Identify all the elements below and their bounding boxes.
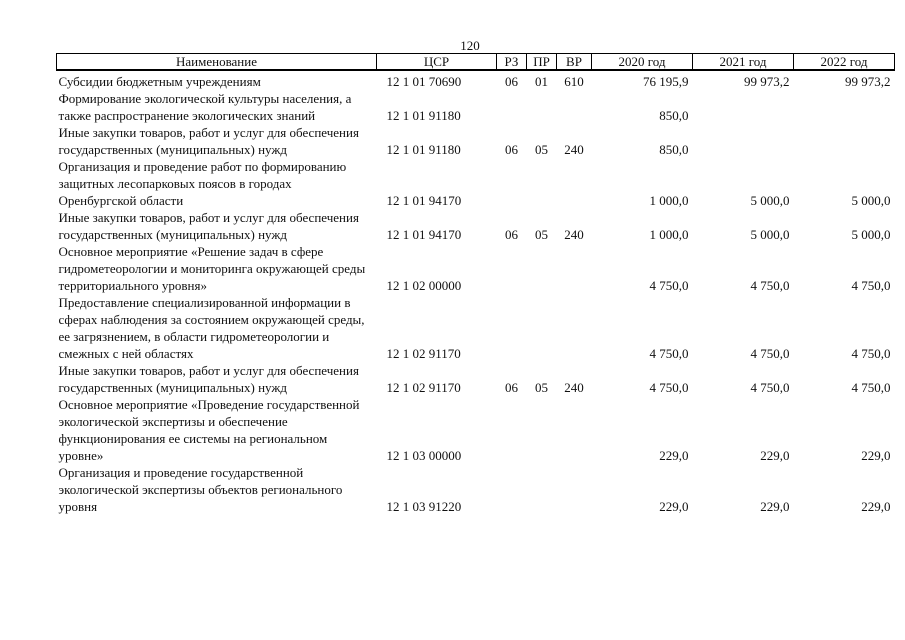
header-vr: ВР: [557, 54, 592, 71]
row-2022: 99 973,2: [845, 74, 891, 89]
row-rz: [497, 158, 527, 209]
row-vr: [557, 464, 592, 515]
row-name: Организация и проведение работ по формированию защитных лесопарковых поясов в городах Оренбургской области: [58, 159, 347, 208]
row-vr: [557, 396, 592, 464]
header-2020: 2020 год: [592, 54, 693, 71]
row-pr: [527, 464, 557, 515]
header-csr: ЦСР: [377, 54, 497, 71]
row-vr: 240: [564, 227, 584, 242]
header-pr: ПР: [527, 54, 557, 71]
row-rz: [497, 90, 527, 124]
row-2021: [693, 90, 794, 124]
row-csr: 12 1 01 94170: [386, 193, 462, 208]
row-2021: 229,0: [760, 499, 790, 514]
row-vr: [557, 90, 592, 124]
row-name: Иные закупки товаров, работ и услуг для обеспечения государственных (муниципальных) нужд: [58, 210, 359, 242]
row-2021: 4 750,0: [750, 278, 790, 293]
table-row: [57, 158, 895, 209]
row-pr: [527, 243, 557, 294]
row-2021: [693, 124, 794, 158]
row-2022: [794, 90, 895, 124]
header-2021: 2021 год: [693, 54, 794, 71]
row-vr: [557, 243, 592, 294]
row-pr: 05: [535, 380, 548, 395]
row-name: Иные закупки товаров, работ и услуг для обеспечения государственных (муниципальных) нужд: [58, 125, 359, 157]
row-csr: 12 1 03 91220: [386, 499, 462, 514]
row-2020: 229,0: [659, 448, 689, 463]
header-name: Наименование: [57, 54, 377, 71]
row-pr: [527, 294, 557, 362]
row-pr: [527, 158, 557, 209]
header-2022: 2022 год: [794, 54, 895, 71]
row-2021: 229,0: [760, 448, 790, 463]
row-rz: 06: [505, 142, 518, 157]
table-row: [57, 362, 895, 396]
header-row: [57, 54, 895, 71]
table-row: [57, 209, 895, 243]
row-vr: 240: [564, 380, 584, 395]
row-rz: 06: [505, 227, 518, 242]
table-row: [57, 124, 895, 158]
row-2022: 4 750,0: [851, 346, 891, 361]
row-2021: 4 750,0: [750, 346, 790, 361]
row-name: Формирование экологической культуры населения, а также распространение экологических знаний: [58, 91, 352, 123]
row-vr: 240: [564, 142, 584, 157]
table-row: [57, 70, 895, 90]
row-2020: 850,0: [659, 142, 689, 157]
row-2021: 5 000,0: [750, 227, 790, 242]
row-pr: [527, 396, 557, 464]
row-csr: 12 1 01 94170: [386, 227, 462, 242]
row-2022: 229,0: [861, 499, 891, 514]
row-csr: 12 1 01 91180: [386, 142, 461, 157]
row-name: Субсидии бюджетным учреждениям: [58, 74, 261, 89]
row-csr: 12 1 01 70690: [386, 74, 462, 89]
row-rz: [497, 294, 527, 362]
row-name: Иные закупки товаров, работ и услуг для обеспечения государственных (муниципальных) нужд: [58, 363, 359, 395]
row-vr: [557, 294, 592, 362]
row-2022: 5 000,0: [851, 193, 891, 208]
row-pr: [527, 90, 557, 124]
row-csr: 12 1 02 91170: [386, 380, 461, 395]
table-row: [57, 464, 895, 515]
row-2022: 4 750,0: [851, 278, 891, 293]
table-row: [57, 396, 895, 464]
header-rz: РЗ: [497, 54, 527, 71]
page-number: 120: [460, 38, 480, 53]
row-2021: 99 973,2: [744, 74, 790, 89]
row-rz: 06: [505, 74, 518, 89]
row-2020: 1 000,0: [649, 227, 689, 242]
row-2020: 229,0: [659, 499, 689, 514]
row-name: Основное мероприятие «Решение задач в сфере гидрометеорологии и мониторинга окружающей среды территориального уровня»: [58, 244, 366, 293]
row-pr: 05: [535, 227, 548, 242]
row-vr: 610: [564, 74, 584, 89]
row-2020: 4 750,0: [649, 278, 689, 293]
row-rz: [497, 243, 527, 294]
row-2022: [794, 124, 895, 158]
row-2022: 229,0: [861, 448, 891, 463]
row-name: Предоставление специализированной информации в сферах наблюдения за состоянием окружающей среды, ее загрязнением, в области гидрометеорологии и смежных с ней областях: [58, 295, 365, 361]
row-rz: [497, 396, 527, 464]
table-row: [57, 243, 895, 294]
row-2021: 4 750,0: [750, 380, 790, 395]
table-row: [57, 90, 895, 124]
row-vr: [557, 158, 592, 209]
row-2022: 5 000,0: [851, 227, 891, 242]
row-pr: 01: [535, 74, 548, 89]
row-2020: 1 000,0: [649, 193, 689, 208]
row-2021: 5 000,0: [750, 193, 790, 208]
row-name: Организация и проведение государственной экологической экспертизы объектов регионального уровня: [58, 465, 343, 514]
row-csr: 12 1 02 91170: [386, 346, 461, 361]
row-2020: 76 195,9: [643, 74, 689, 89]
row-name: Основное мероприятие «Проведение государственной экологической экспертизы и обеспечение функционирования ее системы на региональном уровне»: [58, 397, 360, 463]
table-row: [57, 294, 895, 362]
row-csr: 12 1 02 00000: [386, 278, 462, 293]
row-2020: 850,0: [659, 108, 689, 123]
table-header: [57, 54, 895, 71]
row-rz: [497, 464, 527, 515]
row-2020: 4 750,0: [649, 346, 689, 361]
row-2020: 4 750,0: [649, 380, 689, 395]
row-csr: 12 1 01 91180: [386, 108, 461, 123]
row-rz: 06: [505, 380, 518, 395]
table-body: [57, 70, 895, 515]
row-2022: 4 750,0: [851, 380, 891, 395]
row-pr: 05: [535, 142, 548, 157]
row-csr: 12 1 03 00000: [386, 448, 462, 463]
budget-table: [56, 53, 895, 515]
